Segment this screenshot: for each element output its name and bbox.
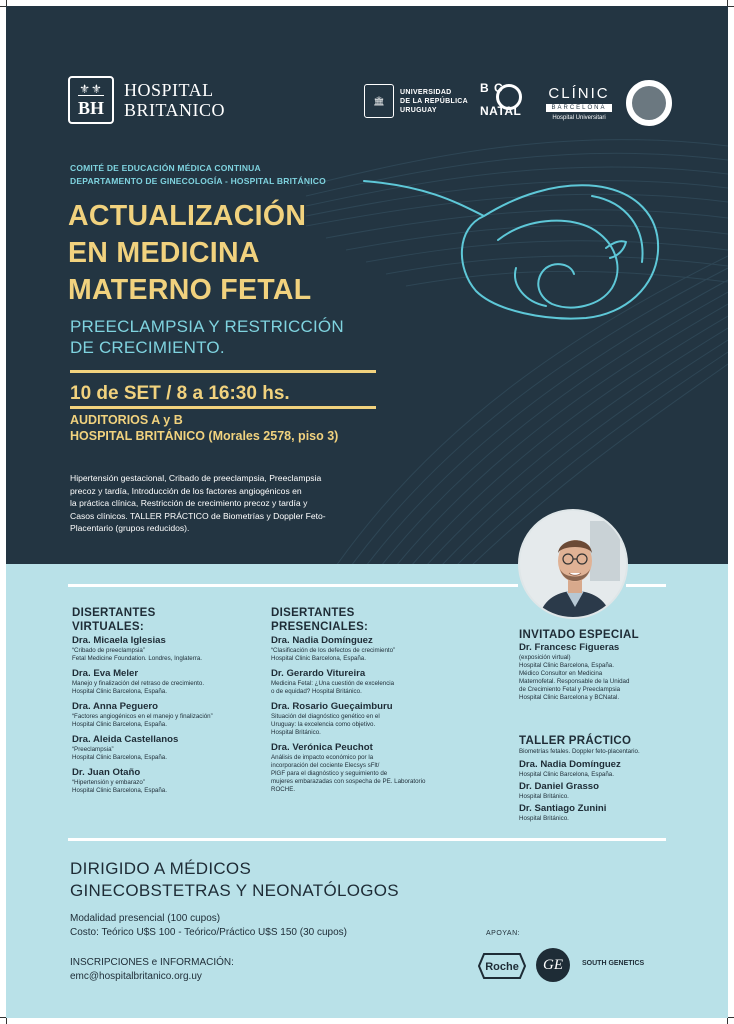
speaker-name: Dra. Anna Peguero — [72, 701, 159, 712]
gold-divider — [70, 406, 376, 409]
hospital-name-line1: HOSPITAL — [124, 80, 214, 100]
udelar-line3: URUGUAY — [400, 106, 437, 114]
workshop-person: Dr. Daniel Grasso Hospital Británico. — [519, 781, 599, 800]
speaker-entry: Dra. Verónica Peuchot Análisis de impacto económico por la incorporación del cociente Elecsys sFlt/ PlGF para el diagnóstico y seguimiento de mujeres embarazadas con sospecha de PE. Laboratorio ROCHE. — [271, 742, 451, 794]
event-date: 10 de SET / 8 a 16:30 hs. — [70, 383, 290, 404]
virtual-speakers-heading: DISERTANTES VIRTUALES: — [72, 607, 156, 633]
virtual-speakers-section — [72, 606, 262, 795]
bcnatal-swirl-icon — [496, 84, 522, 110]
topics-description: Hipertensión gestacional, Cribado de preeclampsia, Preeclampsia precoz y tardía, Introducción de los factores angiogénicos en la práctica clínica, Restricción de crecimiento precoz y tardía y Casos clínicos. TALLER PRÁCTICO de Biometrías y Doppler Feto- Placentario (grupos reducidos). — [70, 473, 326, 534]
section-divider — [626, 584, 666, 587]
special-guest-section: INVITADO ESPECIAL Dr. Francesc Figueras (exposición virtual) Hospital Clinic Barcelona, España. Médico Consultor en Medicina Maternofetal. Responsable de la Unidad de Crecimiento Fetal y Preeclampsia Hospital Clinic Barcelona y BCNatal. — [519, 628, 679, 702]
south-genetics-logo: SOUTH GENETICS — [582, 960, 645, 967]
speaker-entry: Dra. Nadia Domínguez “Clasificación de los defectos de crecimiento” Hospital Clinic Barcelona, España. — [271, 635, 451, 663]
speaker-name: Dra. Eva Meler — [72, 668, 139, 679]
speaker-name: Dra. Nadia Domínguez — [271, 635, 373, 646]
in-person-speakers-heading: DISERTANTES PRESENCIALES: — [271, 607, 369, 633]
hospital-crest-icon: ⚜⚜ BH — [68, 76, 114, 124]
workshop-heading: TALLER PRÁCTICO — [519, 735, 632, 747]
university-building-icon: 🏛 — [364, 84, 394, 118]
speaker-name: Dra. Aleida Castellanos — [72, 734, 179, 745]
hospital-britanico-logo — [68, 76, 225, 124]
workshop-person: Dr. Santiago Zunini Hospital Británico. — [519, 803, 607, 822]
clinic-name: CLÍNIC — [548, 85, 610, 102]
speaker-entry: Dra. Micaela Iglesias “Cribado de preeclampsia” Fetal Medicine Foundation. Londres, Inglaterra. — [72, 635, 262, 663]
registration-email[interactable]: emc@hospitalbritanico.org.uy — [70, 971, 202, 982]
bcnatal-top-text: B C — [480, 81, 504, 95]
speaker-entry: Dra. Rosario Gueçaimburu Situación del diagnóstico genético en el Uruguay: la excelencia como objetivo. Hospital Británico. — [271, 701, 451, 737]
modality-info: Modalidad presencial (100 cupos) Costo: Teórico U$S 100 - Teórico/Práctico U$S 150 (30 cupos) — [70, 913, 347, 938]
committee-heading: COMITÉ DE EDUCACIÓN MÉDICA CONTINUA DEPARTAMENTO DE GINECOLOGÍA - HOSPITAL BRITÁNICO — [70, 163, 326, 186]
section-divider — [68, 584, 518, 587]
udelar-line1: UNIVERSIDAD — [400, 88, 452, 96]
gold-divider — [70, 370, 376, 373]
workshop-person: Dra. Nadia Domínguez Hospital Clinic Barcelona, España. — [519, 759, 621, 778]
special-guest-heading: INVITADO ESPECIAL — [519, 629, 639, 641]
speaker-name: Dra. Verónica Peuchot — [271, 742, 373, 753]
section-divider — [68, 838, 666, 841]
poster — [6, 6, 728, 1018]
fetus-line-illustration — [364, 181, 658, 319]
bcnatal-bottom-text: NATAL — [480, 104, 522, 118]
guest-name: Dr. Francesc Figueras — [519, 642, 620, 653]
workshop-description: Biometrías fetales. Doppler feto-placentario. — [519, 748, 640, 755]
registration-info: INSCRIPCIONES e INFORMACIÓN: emc@hospitalbritanico.org.uy — [70, 957, 234, 982]
audience-heading: DIRIGIDO A MÉDICOS GINECOBSTETRAS Y NEONATÓLOGOS — [70, 859, 399, 900]
hospital-monogram: BH — [78, 95, 104, 118]
speaker-entry: Dra. Aleida Castellanos “Preeclampsia” Hospital Clinic Barcelona, España. — [72, 734, 262, 762]
speaker-name: Dr. Gerardo Vitureira — [271, 668, 366, 679]
workshop-section — [519, 734, 679, 823]
udelar-line2: DE LA REPÚBLICA — [400, 97, 469, 105]
speaker-name: Dr. Juan Otaño — [72, 767, 141, 778]
udelar-logo — [364, 84, 468, 118]
speaker-name: Dra. Rosario Gueçaimburu — [271, 701, 393, 712]
speaker-entry: Dr. Gerardo Vitureira Medicina Fetal: ¿Una cuestión de excelencia o de equidad? Hospital Británico. — [271, 668, 451, 696]
hospital-name-line2: BRITANICO — [124, 100, 226, 120]
poster-top-panel — [6, 6, 728, 564]
clinic-subtitle: Hospital Universitari — [552, 115, 606, 121]
page-subtitle: PREECLAMPSIA Y RESTRICCIÓN DE CRECIMIENTO. — [70, 317, 344, 357]
clinic-barcelona-logo — [546, 86, 612, 122]
in-person-speakers-section — [271, 606, 451, 794]
society-seal-icon — [624, 78, 674, 128]
event-venue: AUDITORIOS A y B HOSPITAL BRITÁNICO (Morales 2578, piso 3) — [70, 413, 339, 443]
clinic-city: BARCELONA — [546, 104, 612, 112]
speaker-entry: Dra. Eva Meler Manejo y finalización del retraso de crecimiento. Hospital Clinic Barcelona, España. — [72, 668, 262, 696]
page-title: ACTUALIZACIÓN EN MEDICINA MATERNO FETAL — [68, 200, 312, 306]
roche-logo-text: Roche — [485, 961, 519, 973]
guest-speaker-photo — [518, 509, 628, 619]
sponsors-label: APOYAN: — [486, 930, 521, 937]
speaker-name: Dra. Micaela Iglesias — [72, 635, 166, 646]
speaker-entry: Dr. Juan Otaño “Hipertensión y embarazo” Hospital Clinic Barcelona, España. — [72, 767, 262, 795]
roche-logo — [478, 952, 526, 980]
ge-logo: GE — [536, 948, 570, 982]
bcnatal-logo — [480, 82, 536, 118]
speaker-entry: Dra. Anna Peguero “Factores angiogénicos en el manejo y finalización” Hospital Clinic Barcelona, España. — [72, 701, 262, 729]
